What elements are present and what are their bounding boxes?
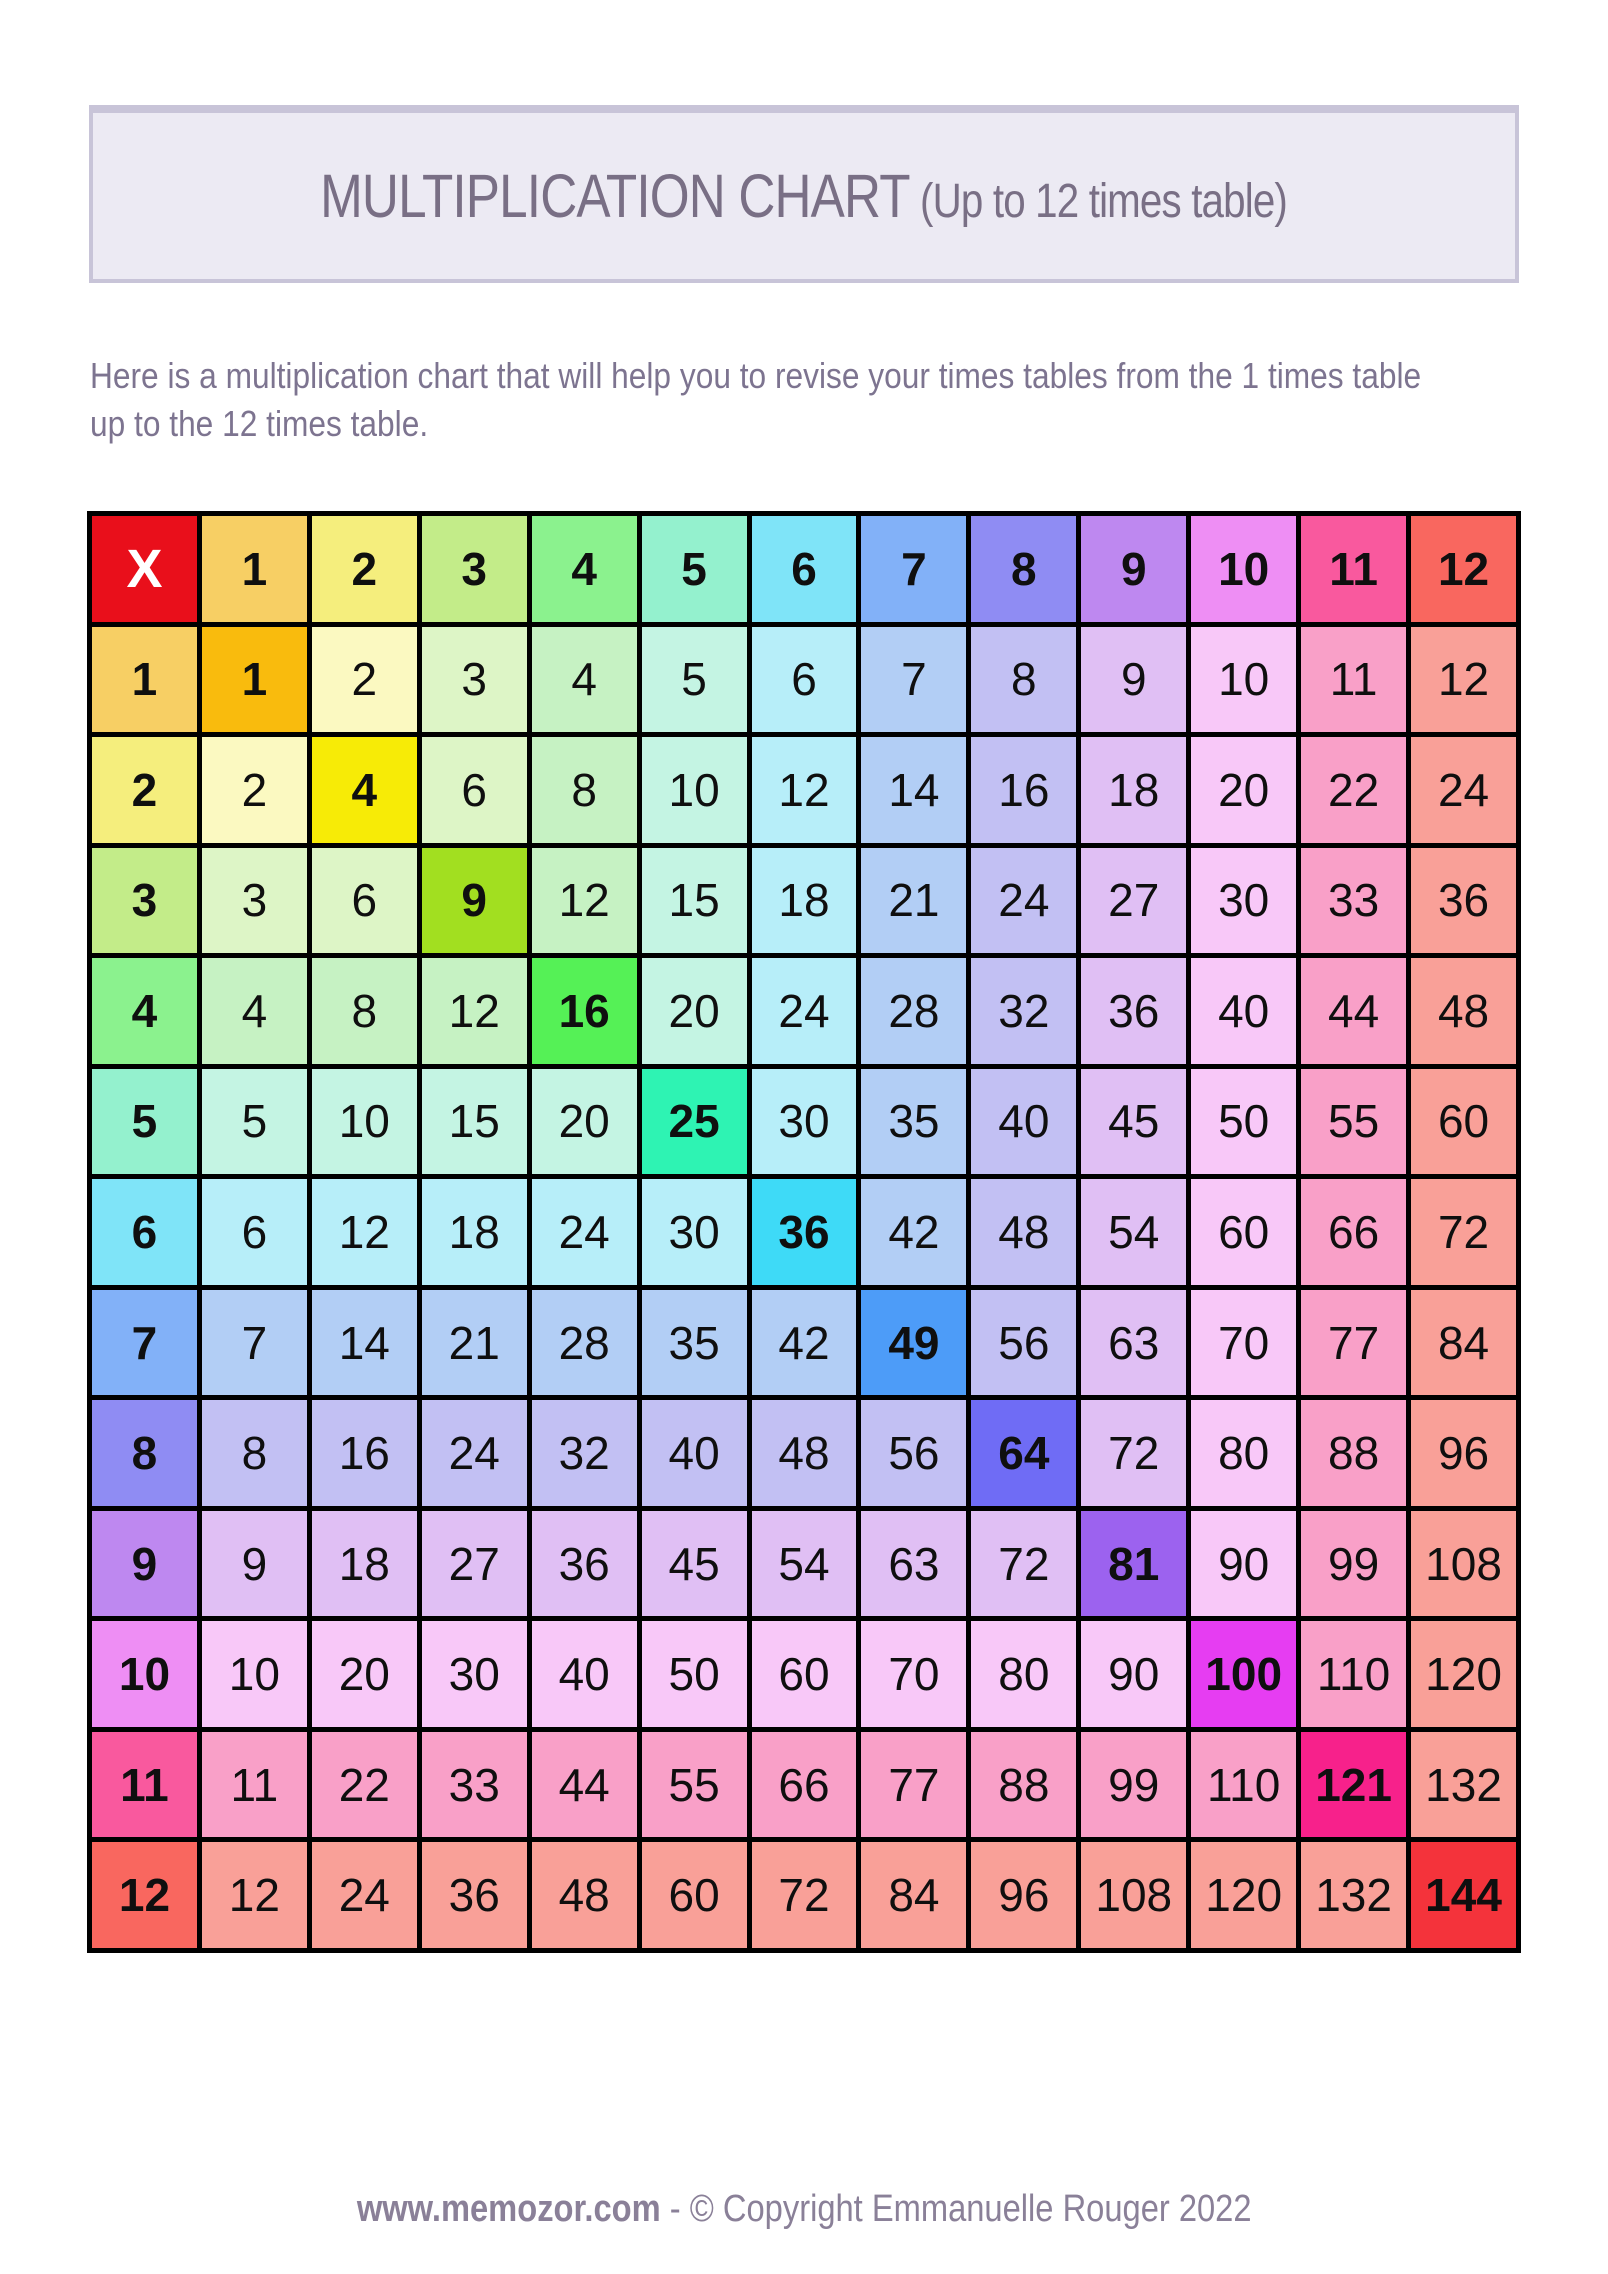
cell-5x6: 30: [752, 1069, 857, 1175]
cell-7x5: 35: [642, 1290, 747, 1396]
col-header-3: 3: [422, 516, 527, 622]
cell-3x1: 3: [202, 848, 307, 954]
cell-7x4: 28: [532, 1290, 637, 1396]
title-box: [89, 105, 1519, 283]
cell-12x7: 84: [861, 1842, 966, 1948]
cell-8x5: 40: [642, 1400, 747, 1506]
col-header-5: 5: [642, 516, 747, 622]
row-header-4: 4: [92, 958, 197, 1064]
cell-8x12: 96: [1411, 1400, 1516, 1506]
page-title-main: MULTIPLICATION CHART: [320, 162, 911, 230]
row-header-12: 12: [92, 1842, 197, 1948]
cell-1x5: 5: [642, 627, 747, 733]
cell-7x6: 42: [752, 1290, 857, 1396]
cell-4x9: 36: [1081, 958, 1186, 1064]
cell-5x12: 60: [1411, 1069, 1516, 1175]
cell-9x4: 36: [532, 1511, 637, 1617]
cell-2x1: 2: [202, 737, 307, 843]
cell-6x3: 18: [422, 1179, 527, 1285]
col-header-4: 4: [532, 516, 637, 622]
cell-9x6: 54: [752, 1511, 857, 1617]
cell-11x12: 132: [1411, 1732, 1516, 1838]
cell-10x2: 20: [312, 1621, 417, 1727]
cell-7x7: 49: [861, 1290, 966, 1396]
cell-8x6: 48: [752, 1400, 857, 1506]
cell-3x10: 30: [1191, 848, 1296, 954]
cell-2x8: 16: [971, 737, 1076, 843]
cell-6x1: 6: [202, 1179, 307, 1285]
cell-1x4: 4: [532, 627, 637, 733]
cell-6x4: 24: [532, 1179, 637, 1285]
cell-12x10: 120: [1191, 1842, 1296, 1948]
row-header-7: 7: [92, 1290, 197, 1396]
cell-11x3: 33: [422, 1732, 527, 1838]
cell-5x2: 10: [312, 1069, 417, 1175]
cell-4x12: 48: [1411, 958, 1516, 1064]
cell-11x2: 22: [312, 1732, 417, 1838]
cell-4x11: 44: [1301, 958, 1406, 1064]
col-header-11: 11: [1301, 516, 1406, 622]
row-header-5: 5: [92, 1069, 197, 1175]
cell-5x11: 55: [1301, 1069, 1406, 1175]
cell-8x7: 56: [861, 1400, 966, 1506]
cell-10x5: 50: [642, 1621, 747, 1727]
cell-11x10: 110: [1191, 1732, 1296, 1838]
cell-10x12: 120: [1411, 1621, 1516, 1727]
col-header-6: 6: [752, 516, 857, 622]
cell-7x3: 21: [422, 1290, 527, 1396]
cell-3x2: 6: [312, 848, 417, 954]
cell-12x1: 12: [202, 1842, 307, 1948]
cell-4x8: 32: [971, 958, 1076, 1064]
footer-site-name: www.memozor.com: [356, 2188, 661, 2230]
cell-2x7: 14: [861, 737, 966, 843]
cell-11x8: 88: [971, 1732, 1076, 1838]
cell-3x7: 21: [861, 848, 966, 954]
cell-6x12: 72: [1411, 1179, 1516, 1285]
intro-line-2: up to the 12 times table.: [90, 403, 429, 444]
cell-9x7: 63: [861, 1511, 966, 1617]
cell-1x12: 12: [1411, 627, 1516, 733]
cell-7x1: 7: [202, 1290, 307, 1396]
cell-6x11: 66: [1301, 1179, 1406, 1285]
cell-4x7: 28: [861, 958, 966, 1064]
col-header-8: 8: [971, 516, 1076, 622]
cell-7x9: 63: [1081, 1290, 1186, 1396]
cell-2x9: 18: [1081, 737, 1186, 843]
cell-3x9: 27: [1081, 848, 1186, 954]
cell-1x11: 11: [1301, 627, 1406, 733]
cell-9x10: 90: [1191, 1511, 1296, 1617]
cell-10x7: 70: [861, 1621, 966, 1727]
footer-copyright: [357, 2188, 1252, 2231]
cell-4x3: 12: [422, 958, 527, 1064]
cell-5x1: 5: [202, 1069, 307, 1175]
cell-3x8: 24: [971, 848, 1076, 954]
cell-3x12: 36: [1411, 848, 1516, 954]
cell-8x2: 16: [312, 1400, 417, 1506]
cell-9x5: 45: [642, 1511, 747, 1617]
cell-11x1: 11: [202, 1732, 307, 1838]
cell-3x11: 33: [1301, 848, 1406, 954]
cell-1x10: 10: [1191, 627, 1296, 733]
cell-11x6: 66: [752, 1732, 857, 1838]
row-header-2: 2: [92, 737, 197, 843]
cell-10x8: 80: [971, 1621, 1076, 1727]
cell-10x6: 60: [752, 1621, 857, 1727]
row-header-6: 6: [92, 1179, 197, 1285]
cell-11x4: 44: [532, 1732, 637, 1838]
cell-6x2: 12: [312, 1179, 417, 1285]
cell-1x9: 9: [1081, 627, 1186, 733]
cell-1x6: 6: [752, 627, 857, 733]
cell-10x10: 100: [1191, 1621, 1296, 1727]
cell-12x12: 144: [1411, 1842, 1516, 1948]
cell-3x5: 15: [642, 848, 747, 954]
cell-5x8: 40: [971, 1069, 1076, 1175]
cell-7x2: 14: [312, 1290, 417, 1396]
cell-9x3: 27: [422, 1511, 527, 1617]
cell-5x4: 20: [532, 1069, 637, 1175]
cell-6x9: 54: [1081, 1179, 1186, 1285]
row-header-8: 8: [92, 1400, 197, 1506]
cell-10x1: 10: [202, 1621, 307, 1727]
cell-3x4: 12: [532, 848, 637, 954]
cell-1x8: 8: [971, 627, 1076, 733]
footer-copyright-text: - © Copyright Emmanuelle Rouger 2022: [660, 2188, 1252, 2230]
cell-10x11: 110: [1301, 1621, 1406, 1727]
col-header-10: 10: [1191, 516, 1296, 622]
row-header-10: 10: [92, 1621, 197, 1727]
cell-9x9: 81: [1081, 1511, 1186, 1617]
cell-2x11: 22: [1301, 737, 1406, 843]
cell-11x9: 99: [1081, 1732, 1186, 1838]
cell-8x11: 88: [1301, 1400, 1406, 1506]
cell-2x5: 10: [642, 737, 747, 843]
cell-6x7: 42: [861, 1179, 966, 1285]
intro-line-1: Here is a multiplication chart that will help you to revise your times tables from the 1 times table: [90, 355, 1422, 396]
cell-1x1: 1: [202, 627, 307, 733]
cell-9x1: 9: [202, 1511, 307, 1617]
cell-12x3: 36: [422, 1842, 527, 1948]
cell-11x7: 77: [861, 1732, 966, 1838]
cell-4x6: 24: [752, 958, 857, 1064]
row-header-1: 1: [92, 627, 197, 733]
row-header-3: 3: [92, 848, 197, 954]
cell-7x10: 70: [1191, 1290, 1296, 1396]
cell-7x12: 84: [1411, 1290, 1516, 1396]
cell-7x11: 77: [1301, 1290, 1406, 1396]
cell-2x12: 24: [1411, 737, 1516, 843]
col-header-1: 1: [202, 516, 307, 622]
cell-8x1: 8: [202, 1400, 307, 1506]
cell-9x12: 108: [1411, 1511, 1516, 1617]
cell-1x3: 3: [422, 627, 527, 733]
cell-6x8: 48: [971, 1179, 1076, 1285]
col-header-9: 9: [1081, 516, 1186, 622]
cell-9x11: 99: [1301, 1511, 1406, 1617]
cell-6x10: 60: [1191, 1179, 1296, 1285]
page-title-sub: (Up to 12 times table): [910, 175, 1288, 228]
cell-5x10: 50: [1191, 1069, 1296, 1175]
cell-2x3: 6: [422, 737, 527, 843]
cell-12x2: 24: [312, 1842, 417, 1948]
cell-8x4: 32: [532, 1400, 637, 1506]
cell-9x8: 72: [971, 1511, 1076, 1617]
cell-11x11: 121: [1301, 1732, 1406, 1838]
cell-2x4: 8: [532, 737, 637, 843]
cell-8x3: 24: [422, 1400, 527, 1506]
cell-6x6: 36: [752, 1179, 857, 1285]
cell-4x5: 20: [642, 958, 747, 1064]
cell-9x2: 18: [312, 1511, 417, 1617]
cell-6x5: 30: [642, 1179, 747, 1285]
cell-12x8: 96: [971, 1842, 1076, 1948]
col-header-12: 12: [1411, 516, 1516, 622]
cell-12x6: 72: [752, 1842, 857, 1948]
cell-7x8: 56: [971, 1290, 1076, 1396]
cell-1x7: 7: [861, 627, 966, 733]
cell-2x2: 4: [312, 737, 417, 843]
cell-5x3: 15: [422, 1069, 527, 1175]
intro-paragraph: [90, 352, 1590, 448]
cell-4x10: 40: [1191, 958, 1296, 1064]
cell-8x8: 64: [971, 1400, 1076, 1506]
cell-4x2: 8: [312, 958, 417, 1064]
cell-12x5: 60: [642, 1842, 747, 1948]
cell-5x7: 35: [861, 1069, 966, 1175]
cell-4x1: 4: [202, 958, 307, 1064]
row-header-9: 9: [92, 1511, 197, 1617]
cell-12x9: 108: [1081, 1842, 1186, 1948]
cell-5x5: 25: [642, 1069, 747, 1175]
cell-10x9: 90: [1081, 1621, 1186, 1727]
row-header-11: 11: [92, 1732, 197, 1838]
col-header-7: 7: [861, 516, 966, 622]
page-title: [321, 161, 1288, 231]
cell-2x10: 20: [1191, 737, 1296, 843]
cell-12x4: 48: [532, 1842, 637, 1948]
cell-3x6: 18: [752, 848, 857, 954]
cell-10x4: 40: [532, 1621, 637, 1727]
cell-11x5: 55: [642, 1732, 747, 1838]
cell-8x9: 72: [1081, 1400, 1186, 1506]
cell-1x2: 2: [312, 627, 417, 733]
cell-10x3: 30: [422, 1621, 527, 1727]
cell-8x10: 80: [1191, 1400, 1296, 1506]
cell-2x6: 12: [752, 737, 857, 843]
cell-12x11: 132: [1301, 1842, 1406, 1948]
cell-3x3: 9: [422, 848, 527, 954]
multiplication-grid: [87, 511, 1521, 1953]
footer: [0, 2188, 1608, 2231]
corner-cell: X: [92, 516, 197, 622]
col-header-2: 2: [312, 516, 417, 622]
cell-4x4: 16: [532, 958, 637, 1064]
cell-5x9: 45: [1081, 1069, 1186, 1175]
